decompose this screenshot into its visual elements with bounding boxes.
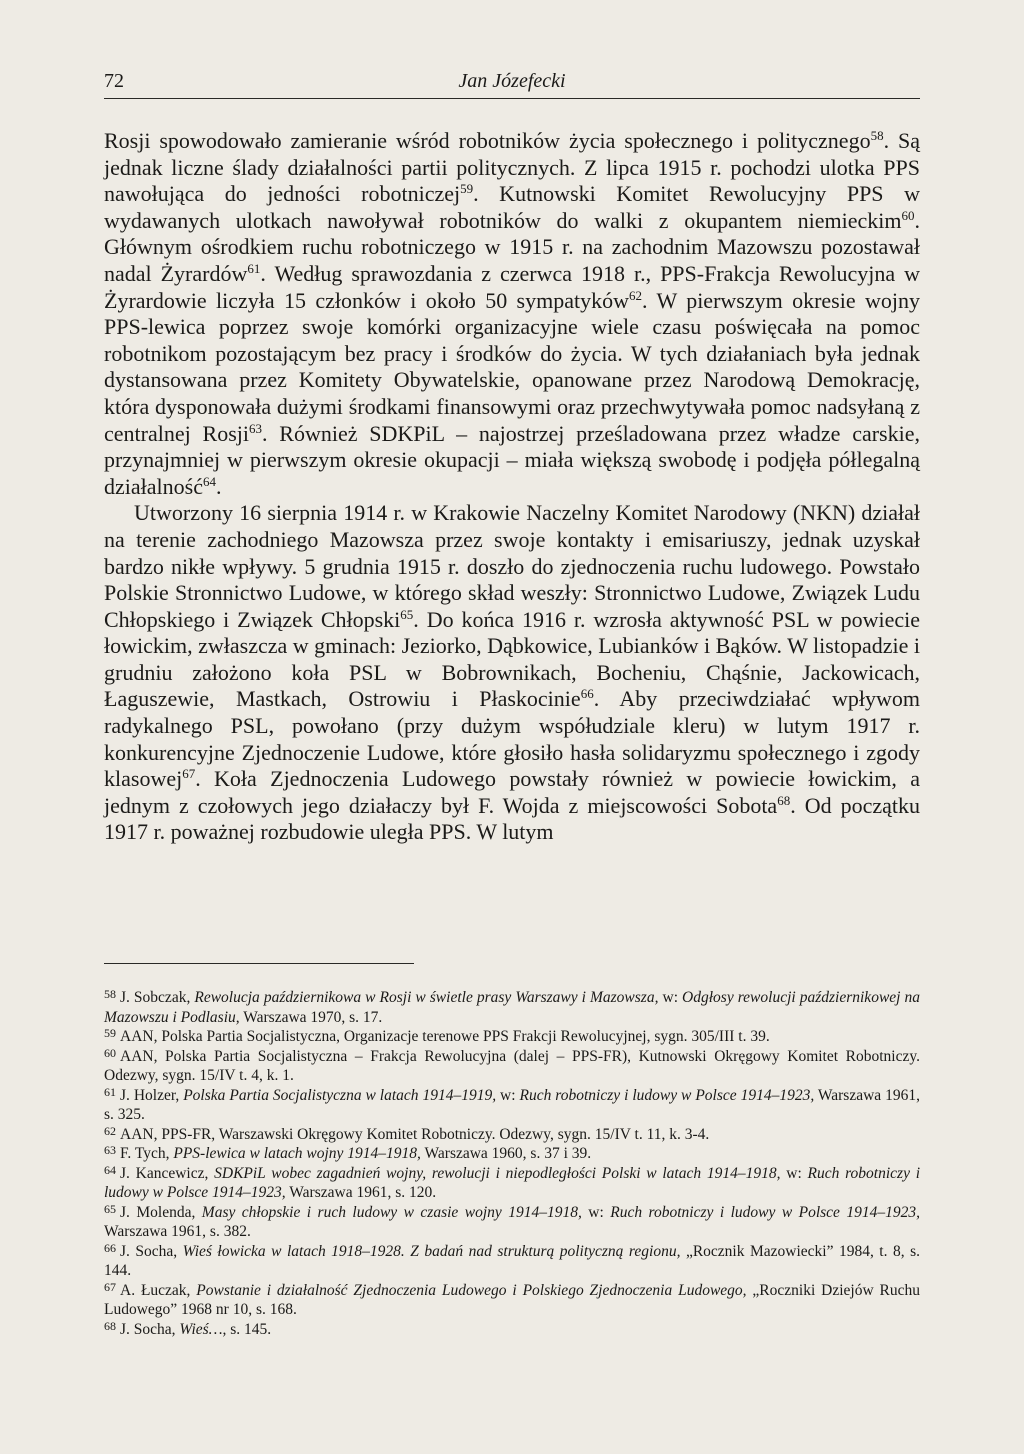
footnote-text: w:: [780, 1164, 808, 1182]
footnote-reference: 60: [901, 207, 915, 223]
footnote-text: Warszawa 1961, s. 382.: [104, 1223, 251, 1240]
footnote-title: Ruch robotniczy i ludowy w Polsce 1914–1923,: [610, 1203, 921, 1221]
footnote-number: 63: [104, 1143, 116, 1157]
text-segment: . Do końca 1916 r. wzrosła aktywność PSL w powiecie łowickim, zwłaszcza w gminach: Jeziorko, Dąbkowice, Lubianków i Bąków. W listopadzie i grudniu założono koła PSL w Bobrownikach, Bocheniu, Chąśnie, Jackowicach, Łaguszewie, Mastkach, Ostrowiu i Płaskocinie: [104, 606, 920, 712]
footnote-reference: 64: [202, 473, 216, 489]
footnote-title: Odgłosy rewolucji październikowej na Mazowszu i Podlasiu,: [104, 989, 920, 1026]
footnote-number: 58: [104, 987, 116, 1001]
footnote-text: „Rocznik Mazowiecki” 1984, t. 8, s. 144.: [104, 1242, 921, 1279]
footnote-title: PPS-lewica w latach wojny 1914–1918,: [173, 1145, 421, 1162]
footnote-number: 66: [104, 1240, 116, 1255]
footnote-reference: 58: [870, 128, 884, 143]
footnote-text: „Roczniki Dziejów Ruchu Ludowego” 1968 nr 10, s. 168.: [104, 1281, 920, 1318]
footnote: [104, 1047, 920, 1086]
footnote-reference: 61: [247, 260, 261, 276]
footnotes: [104, 988, 920, 1339]
footnote-title: SDKPiL wobec zagadnień wojny, rewolucji i niepodległości Polski w latach 1914–1918,: [214, 1164, 781, 1182]
running-head: Jan Józefecki: [458, 70, 566, 92]
text-segment: . Według sprawozdania z czerwca 1918 r., PPS-Frakcja Rewolucyjna w Żyrardowie liczyła 15 członków i około 50 sympatyków: [104, 260, 921, 313]
footnote: [104, 1125, 920, 1145]
text-segment: Rosji spowodowało zamieranie wśród robotników życia społecznego i politycznego: [104, 128, 871, 153]
footnote-title: Ruch robotniczy i ludowy w Polsce 1914–1923,: [104, 1164, 921, 1201]
page-header: [104, 70, 920, 99]
footnote-number: 68: [104, 1318, 116, 1333]
footnote-title: Polska Partia Socjalistyczna w latach 1914–1919,: [183, 1086, 497, 1104]
footnote-number: 67: [104, 1279, 116, 1294]
footnote-title: Powstanie i działalność Zjednoczenia Ludowego i Polskiego Zjednoczenia Ludowego,: [196, 1281, 747, 1299]
footnote-title: Wieś łowicka w latach 1918–1928. Z badań nad strukturą polityczną regionu,: [182, 1242, 681, 1260]
footnote-reference: 65: [400, 606, 414, 622]
footnote-text: AAN, PPS-FR, Warszawski Okręgowy Komitet Robotniczy. Odezwy, sygn. 15/IV t. 11, k. 3-4.: [120, 1125, 710, 1143]
footnote-text: Warszawa 1960, s. 37 i 39.: [420, 1145, 592, 1162]
text-segment: . Aby przeciwdziałać wpływom radykalnego PSL, powołano (przy dużym współudziale kleru) w lutym 1917 r. konkurencyjne Zjednoczenie Ludowe, które głosiło hasła solidaryzmu społecznego i zgody klasowej: [104, 686, 921, 792]
text-segment: . Od początku 1917 r. poważnej rozbudowie uległa PPS. W lutym: [104, 792, 921, 845]
footnote: [104, 1281, 920, 1320]
footnote-reference: 59: [460, 181, 474, 197]
paragraph: [104, 128, 920, 500]
footnote-reference: 67: [182, 766, 196, 782]
footnote-number: 61: [104, 1084, 116, 1099]
footnote: [104, 1242, 920, 1281]
main-text: [104, 128, 920, 846]
footnote-text: Warszawa 1961, s. 120.: [285, 1184, 437, 1201]
footnote-text: J. Holzer,: [120, 1086, 184, 1104]
footnote-reference: 66: [580, 686, 594, 702]
footnote-text: w:: [658, 989, 683, 1006]
footnote-title: Masy chłopskie i ruch ludowy w czasie wojny 1914–1918,: [201, 1203, 582, 1221]
footnote-text: w:: [496, 1086, 520, 1104]
footnote-reference: 62: [629, 287, 642, 303]
footnote-text: AAN, Polska Partia Socjalistyczna, Organizacje terenowe PPS Frakcji Rewolucyjnej, sygn. 305/III t. 39.: [120, 1028, 770, 1045]
footnote: [104, 988, 920, 1027]
text-segment: . Koła Zjednoczenia Ludowego powstały również w powiecie łowickim, a jednym z czołowych jego działaczy był F. Wojda z miejscowości Sobota: [104, 766, 920, 818]
footnote-title: Wieś…,: [179, 1320, 227, 1338]
footnote-title: Ruch robotniczy i ludowy w Polsce 1914–1923,: [519, 1086, 815, 1104]
text-segment: .: [215, 473, 222, 499]
footnote-text: J. Socha,: [120, 1320, 180, 1338]
footnote: [104, 1144, 920, 1164]
footnote-number: 64: [104, 1162, 116, 1177]
footnote-number: 65: [104, 1201, 116, 1216]
footnote-text: J. Kancewicz,: [120, 1164, 215, 1182]
footnote-text: J. Molenda,: [120, 1203, 202, 1221]
text-segment: . Kutnowski Komitet Rewolucyjny PPS w wydawanych ulotkach nawoływał robotników do walki z okupantem niemieckim: [104, 181, 920, 233]
footnote-reference: 63: [248, 420, 262, 436]
text-segment: . Również SDKPiL – najostrzej prześladowana przez władze carskie, przynajmniej w pierwszym okresie okupacji – miała większą swobodę i podjęła półlegalną działalność: [104, 420, 920, 499]
footnote: [104, 1086, 920, 1125]
footnote: [104, 1320, 920, 1340]
footnote-text: AAN, Polska Partia Socjalistyczna – Frakcja Rewolucyjna (dalej – PPS-FR), Kutnowski Okręgowy Komitet Robotniczy. Odezwy, sygn. 15/IV t. 4, k. 1.: [104, 1047, 920, 1084]
footnote-number: 60: [104, 1045, 116, 1060]
footnote-text: Warszawa 1970, s. 17.: [239, 1008, 383, 1026]
footnote-text: A. Łuczak,: [120, 1281, 197, 1299]
footnote-number: 62: [104, 1123, 116, 1138]
footnote-separator: [104, 963, 414, 964]
footnote-text: J. Sobczak,: [120, 989, 195, 1006]
footnote-reference: 68: [777, 792, 791, 808]
footnote: [104, 1027, 920, 1047]
page-number: 72: [104, 70, 124, 92]
paragraph: [104, 500, 920, 846]
footnote-text: Warszawa 1961, s. 325.: [104, 1086, 920, 1123]
footnote-text: J. Socha,: [120, 1242, 183, 1260]
footnote-text: s. 145.: [226, 1320, 272, 1338]
footnote-title: Rewolucja październikowa w Rosji w świetle prasy Warszawy i Mazowsza,: [194, 989, 659, 1006]
footnote-text: F. Tych,: [120, 1145, 174, 1162]
text-segment: . Głównym ośrodkiem ruchu robotniczego w 1915 r. na zachodnim Mazowszu pozostawał nadal Żyrardów: [104, 207, 920, 286]
text-segment: Utworzony 16 sierpnia 1914 r. w Krakowie Naczelny Komitet Narodowy (NKN) działał na terenie zachodniego Mazowsza przez swoje kontakty i emisariuszy, jednak uzyskał bardzo nikłe wpływy. 5 grudnia 1915 r. doszło do zjednoczenia ruchu ludowego. Powstało Polskie Stronnictwo Ludowe, w którego skład weszły: Stronnictwo Ludowe, Związek Ludu Chłopskiego i Związek Chłopski: [104, 500, 920, 632]
text-segment: . W pierwszym okresie wojny PPS-lewica poprzez swoje komórki organizacyjne wiele czasu poświęcała na pomoc robotnikom pozostającym bez pracy i środków do życia. W tych działaniach była jednak dystansowana przez Komitety Obywatelskie, opanowane przez Narodową Demokrację, która dysponowała dużymi środkami finansowymi oraz przechwytywała pomoc nadsyłaną z centralnej Rosji: [104, 287, 920, 446]
text-segment: . Są jednak liczne ślady działalności partii politycznych. Z lipca 1915 r. pochodzi ulotka PPS nawołująca do jedności robotniczej: [104, 128, 920, 207]
footnote: [104, 1164, 920, 1203]
footnote-text: w:: [581, 1203, 611, 1221]
footnote: [104, 1203, 920, 1242]
footnote-number: 59: [104, 1026, 116, 1040]
